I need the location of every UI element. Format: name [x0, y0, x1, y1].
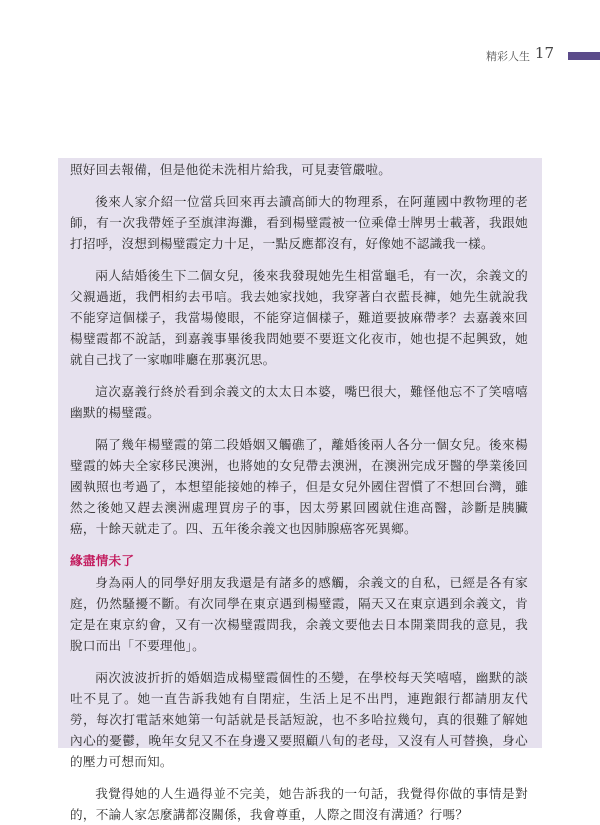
paragraph: 這次嘉義行終於看到余義文的太太日本婆，嘴巴很大，難怪他忘不了笑嘻嘻幽默的楊璧霞。 [70, 384, 528, 420]
running-title: 精彩人生 [486, 50, 530, 63]
paragraph: 後來人家介紹一位當兵回來再去讀高師大的物理系，在阿蓮國中教物理的老師，有一次我帶姪子至旗津海灘，看到楊璧霞被一位乘偉士牌男士載著，我跟她打招呼，沒想到楊璧霞定力十足，一點反應都沒有，好像她不認識我一樣。 [70, 194, 528, 251]
article-body [58, 158, 542, 822]
page-header [0, 46, 600, 62]
paragraph: 身為兩人的同學好朋友我還是有諸多的感觸，余義文的自私，已經是各有家庭，仍然騷擾不斷。有次同學在東京遇到楊璧霞，隔天又在東京遇到余義文，肯定是在東京約會，又有一次楊璧霞問我，余義文要他去日本開業問我的意見，我脫口而出「不要理他」。 [70, 575, 528, 653]
page-tab-marker [568, 52, 600, 60]
paragraph: 兩次波波折折的婚姻造成楊璧霞個性的丕變，在學校每天笑嘻嘻，幽默的談吐不見了。她一直告訴我她有自閉症，生活上足不出門，連跑銀行都請朋友代勞，每次打電話來她第一句話就是長話短說，也不多哈拉幾句，真的很難了解她內心的憂鬱，晚年女兒又不在身邊又要照顧八旬的老母，又沒有人可替換，身心的壓力可想而知。 [70, 670, 528, 769]
section-heading: 緣盡情未了 [70, 553, 135, 568]
page-number: 17 [534, 44, 554, 62]
paragraph: 兩人結婚後生下二個女兒，後來我發現她先生相當龜毛，有一次，余義文的父親過逝，我們相約去弔唁。我去她家找她，我穿著白衣藍長褲，她先生就說我不能穿這個樣子，我當場傻眼，不能穿這個樣子，難道要披麻帶孝？去嘉義來回楊璧霞都不說話，到嘉義事畢後我問她要不要逛文化夜市，她也提不起興致，她就自己找了一家咖啡廳在那裏沉思。 [70, 268, 528, 367]
paragraph: 隔了幾年楊璧霞的第二段婚姻又觸礁了，離婚後兩人各分一個女兒。後來楊璧霞的姊夫全家移民澳洲，也將她的女兒帶去澳洲，在澳洲完成牙醫的學業後回國執照也考過了，本想望能接她的棒子，但是女兒外國住習慣了不想回台灣，雖然之後她又趕去澳洲處理買房子的事，因太勞累回國就住進高醫，診斷是胰臟癌，十餘天就走了。四、五年後余義文也因肺腺癌客死異鄉。 [70, 437, 528, 536]
paragraph: 我覺得她的人生過得並不完美，她告訴我的一句話，我覺得你做的事情是對的，不論人家怎麼講都沒關係，我會尊重，人際之間沒有溝通？行嗎？ [70, 786, 528, 822]
paragraph: 照好回去報備，但是他從未洗相片給我，可見妻管嚴啦。 [70, 162, 392, 177]
